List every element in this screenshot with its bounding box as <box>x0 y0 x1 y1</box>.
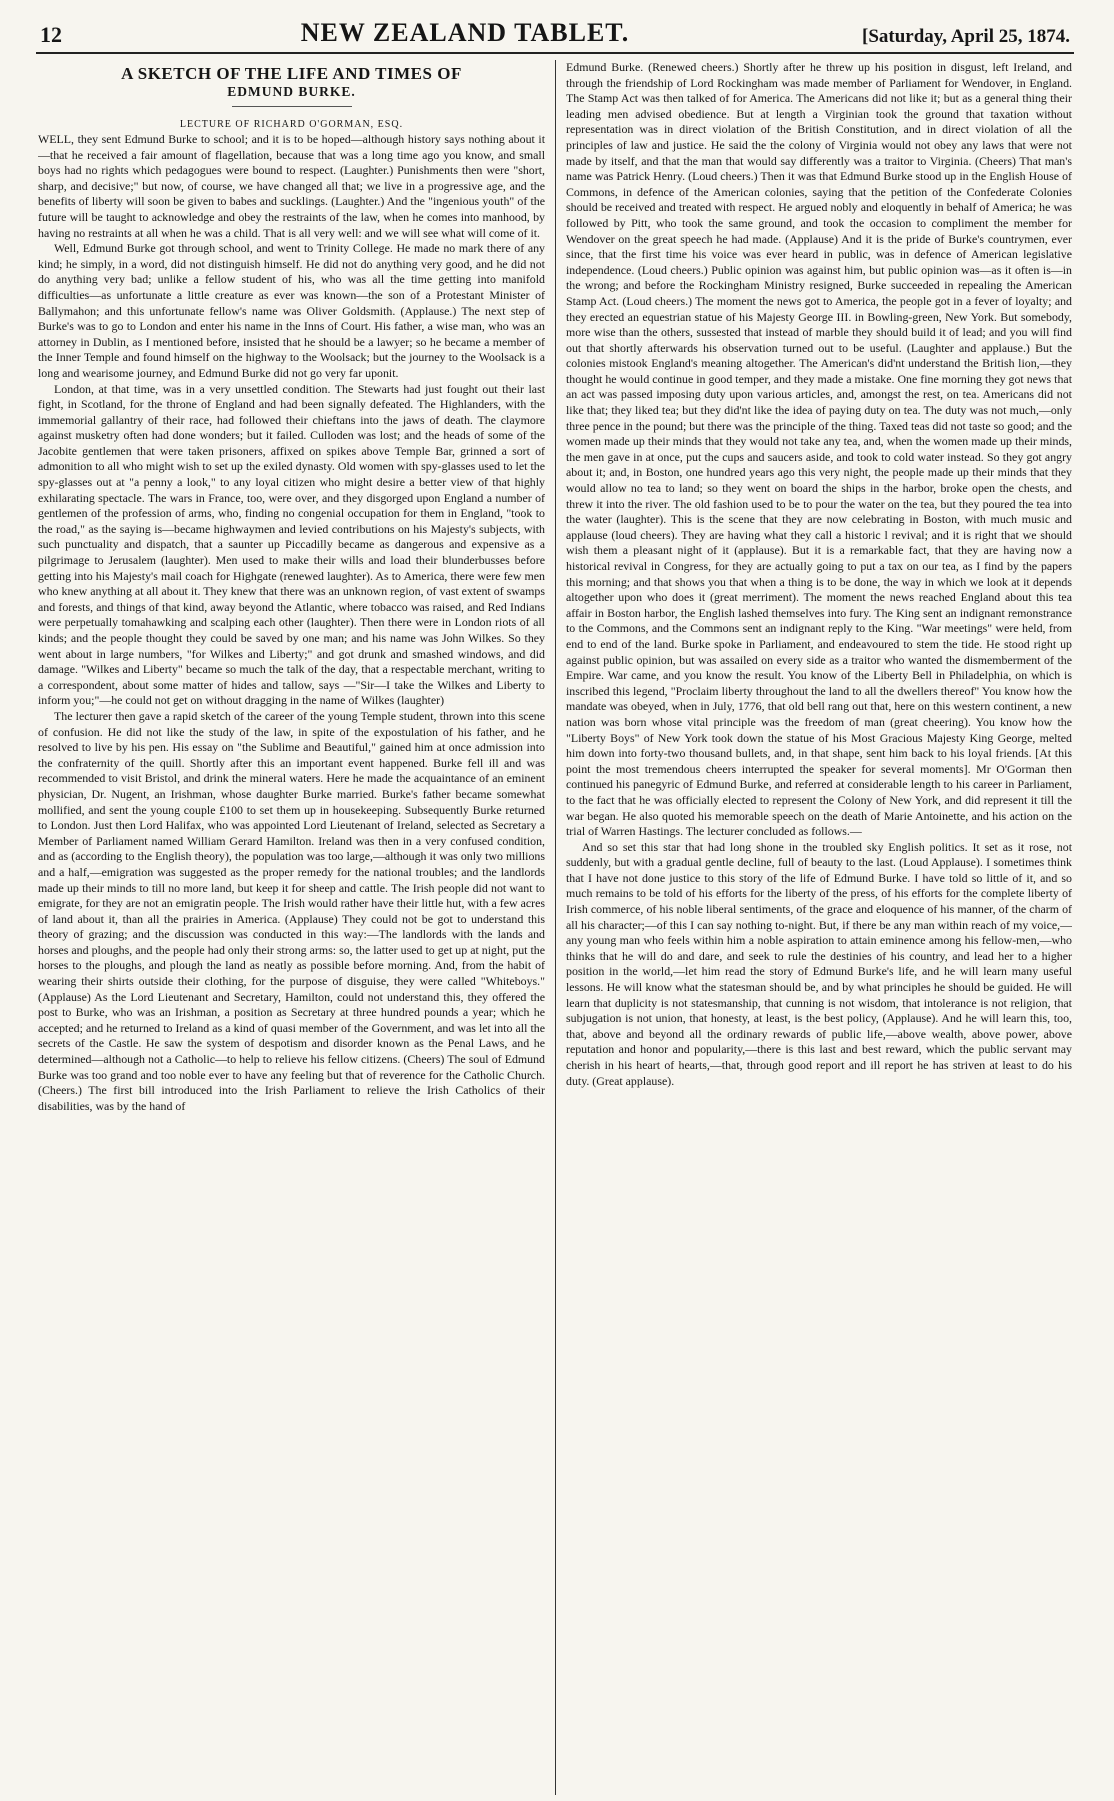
right-paragraph: Edmund Burke. (Renewed cheers.) Shortly after he threw up his position in disgust, left Ireland, and through the friendship of Lord Rockingham was made member of Parliament for Wendover, in England. The Stamp Act was then talked of for America. The Americans did not like it; but as a general thing their leading men advised obedience. But at length a Virginian took the ground that taxation without representation was in direct violation of the British Constitution, and in direct violation of all the principles of law and justice. He said the the colony of Virginia would not obey any laws that were not made by itself, and that the man that would say differently was a traitor to Virginia. (Cheers) That man's name was Patrick Henry. (Loud cheers.) Then it was that Edmund Burke stood up in the English House of Commons, in defence of the American colonies, saying that the petition of the Confederate Colonies should be received and treated with respect. He argued nobly and eloquently in behalf of America; he was followed by Pitt, who took the same ground, and took the occasion to compliment the member for Wendover on the great speech he had made. (Applause) And it is the pride of Burke's countrymen, ever since, that the first time his voice was ever heard in public, was in defence of American legislative independence. (Loud cheers.) Public opinion was against him, but public opinion was—as it often is—in the wrong; and before the Rockingham Ministry resigned, Burke succeeded in repealing the American Stamp Act. (Loud cheers.) The moment the news got to America, the people got in a fever of loyalty; and they erected an equestrian statue of his Majesty George III. in Bowling-green, New York. But somebody, more wise than the others, sussested that instead of marble they should build it of lead; and you will find out that shortly afterwards his observation turned out to be useful. (Laughter and applause.) But the colonies mistook England's meaning altogether. The American's did'nt understand the British lion,—they thought he would continue in good temper, and they made a mistake. One fine morning they got news that an act was passed imposing duty upon various articles, and, amongst the rest, on tea. Americans did not like that; they liked tea; but they did'nt like the idea of paying duty on tea. The duty was not much,—only three pence in the pound; but there was the principle of the thing. Taxed teas did not taste so good; and the women made up their minds that they would not take any tea, and, when the women made up their minds, the men gave in at once, put the cups and saucers aside, and took to cold water instead. So they got angry about it; and, in Boston, one hundred years ago this very night, the people made up their minds that they would allow no tea to land; so they went on board the ships in the harbor, broke open the chests, and threw it into the river. The old fashion used to be to pour the water on the tea, but they poured the tea into the water (laughter). This is the scene that they are now celebrating in Boston, with much music and applause (loud cheers). They are having what they call a historic l revival; and it is right that we should wish them a pleasant night of it (applause). But it is a remarkable fact, that they are having now a historical revival in Congress, for they are actually going to put a tax on our tea, as I find by the papers this morning; and that shows you that when a thing is to be done, the way in which we look at it depends altogether upon who does it (great merriment). The moment the news reached England about this tea affair in Boston harbor, the English lashed themselves into fury. The King sent an indignant remonstrance to the Commons, and the Commons sent an indignant reply to the King. "War meetings" were held, from end to end of the land. Burke spoke in Parliament, and endeavoured to stem the tide. He stood right up against public opinion, but was assailed on every side as a traitor who wanted the dismemberment of the Empire. War came, and you know the result. You know of the Liberty Bell in Philadelphia, on which is inscribed this legend, "Proclaim liberty throughout the land to all the dwellers thereof" You know how the mandate was obeyed, when in July, 1776, that old bell rang out that, here on this western continent, a new nation was born whose vital principle was the freedom of man (great cheering). You know how the "Liberty Boys" of New York took down the statue of his Most Gracious Majesty King George, melted him down into forty-two thousand bullets, and, in that shape, sent him back to his loyal friends. [At this point the most tremendous cheers interrupted the speaker for several moments]. Mr O'Gorman then continued his panegyric of Edmund Burke, and referred at considerable length to his career in Parliament, to the fact that he was officially elected to represent the Colony of New York, and did represent it till the war began. He also quoted his memorable speech on the death of Marie Antoinette, and his action on the trial of Warren Hastings. The lecturer concluded as follows.— <box>566 60 1072 839</box>
article-title: A SKETCH OF THE LIFE AND TIMES OF <box>121 64 462 83</box>
article-byline: LECTURE OF RICHARD O'GORMAN, ESQ. <box>179 119 404 130</box>
left-column <box>38 60 555 1795</box>
left-paragraph: Well, Edmund Burke got through school, and went to Trinity College. He made no mark there of any kind; he simply, in a word, did not distinguish himself. He did not do anything very good, and he did not do anything very bad; unlike a fellow student of his, who was all the time getting into manifold difficulties—as unfortunate a little creature as ever was known—the son of a Protestant Minister of Ballymahon; and this unfortunate fellow's name was Oliver Goldsmith. (Applause.) The next step of Burke's was to go to London and enter his name in the Inns of Court. His father, a wise man, who was an attorney in Dublin, as I mentioned before, insisted that he should be a lawyer; so he became a member of the Inner Temple and found himself on the highway to the Woolsack; but the journey to the Woolsack is a long and wearisome journey, and Edmund Burke did not go very far uponit. <box>38 241 545 380</box>
left-paragraph: London, at that time, was in a very unsettled condition. The Stewarts had just fought out their last fight, in Scotland, for the throne of England and had been signally defeated. The Highlanders, with the immemorial gallantry of their race, had followed their chieftans into the jaws of death. The claymore against musketry often had done wonders; but it failed. Culloden was lost; and the heads of some of the Jacobite gentlemen that were taken prisoners, affixed on spikes above Temple Bar, grinned a sort of admonition to all who might wish to set up the exiled dynasty. Old women with spy-glasses used to let the spy-glasses out at "a penny a look," to any loyal citizen who might desire a better view of that highly exhilarating spectacle. The wars in France, too, were over, and they disgorged upon England a number of gentlemen of the profession of arms, who, finding no congenial occupation for them in England, "took to the road," as the saying is—became highwaymen and levied contributions on his Majesty's subjects, with such punctuality and dispatch, that a saunter up Piccadilly became as dangerous and expensive as a pilgrimage to Jerusalem (laughter). Men used to make their wills and load their blunderbusses before getting into his Majesty's mail coach for Highgate (renewed laughter). As to America, there were few men who knew anything at all about it. They knew that there was an unknown region, of vast extent of swamps and forests, and things of that kind, away beyond the Atlantic, where tobacco was raised, and Red Indians were perpetually tomahawking and scalping each other (laughter). Then there were in London riots of all kinds; and the people thought they could be saved by one man; and his name was John Wilkes. So they went about in large numbers, "for Wilkes and Liberty;" and got drunk and smashed windows, and did damage. "Wilkes and Liberty" became so much the talk of the day, that a respectable merchant, writing to a correspondent, about some matter of hides and tallow, says —"Sir—I take the Wilkes and Liberty to inform you;"—he could not get on without dragging in the name of Wilkes (laughter) <box>38 381 545 708</box>
masthead <box>36 20 1074 54</box>
page-number: 12 <box>40 22 62 47</box>
newspaper-title: NEW ZEALAND TABLET. <box>300 18 630 47</box>
title-rule <box>232 106 352 107</box>
right-paragraph: And so set this star that had long shone in the troubled sky English politics. It set as it rose, not suddenly, but with a gradual gentle decline, full of beauty to the last. (Loud Applause). I sometimes think that I have not done justice to this story of the life of Edmund Burke. I have told so little of it, and so much remains to be told of his efforts for the liberty of the press, of his efforts for the complete liberty of Irish commerce, of his noble liberal sentiments, of the grace and eloquence of his manner, of the charm of all his character;—of this I can say nothing to-night. But, if there be any man within reach of my voice,—any young man who feels within him a noble aspiration to attain eminence among his fellow-men,—who thinks that he will do and dare, and seek to rule the destinies of his country, and lead her to a higher position in the world,—let him read the story of Edmund Burke's life, and he will learn many useful lessons. He will know what the statesman should be, and by what principles he should be guided. He will learn that duplicity is not statesmanship, that cunning is not wisdom, that intolerance is not religion, that subjugation is not union, that honesty, at least, is the best policy, (Applause). And he will learn this, too, that, above and beyond all the ordinary rewards of public life,—above wealth, above power, above reputation and honor and popularity,—there is this last and best reward, which the public servant may cherish in his heart of hearts,—that, through good report and ill report he has striven at least to do his duty. (Great applause). <box>566 839 1072 1088</box>
left-paragraph: The lecturer then gave a rapid sketch of the career of the young Temple student, thrown into this scene of confusion. He did not like the study of the law, in spite of the expostulation of his father, and he resolved to live by his pen. His essay on "the Sublime and Beautiful," gained him at once admission into the confraternity of the quill. Shortly after this an important event happened. Burke fell ill and was recommended to visit Bristol, and drink the mineral waters. Here he made the acquaintance of an eminent physician, Dr. Nugent, an Irishman, whose daughter Burke married. Burke's father became somewhat mollified, and sent the young couple £100 to set them up in housekeeping. Subsequently Burke returned to London. Just then Lord Halifax, who was appointed Lord Lieutenant of Ireland, selected as Secretary a Member of Parliament named William Gerard Hamilton. Ireland was then in a very confused condition, and as (according to the English theory), the population was too large,—although it was only two millions and a half,—emigration was suggested as the proper remedy for the national troubles; and the landlords made up their minds to till no more land, but keep it for sheep and cattle. The Irish people did not want to emigrate, for they are not an emigratin people. The Irish would rather have their little hut, with a few acres of land about it, than all the prairies in America. (Applause) They could not be got to understand this theory of grazing; and the discussion was conducted in this way:—The landlords with the lands and horses and ploughs, and the people had only their strong arms: so, the latter used to get up at night, put the horses to the ploughs, and plough the land as neatly as possible before morning. And, from the habit of wearing their shirts outside their clothing, for the purpose of disguise, they were called "Whiteboys." (Applause) As the Lord Lieutenant and Secretary, Hamilton, could not understand this, they offered the post to Burke, who was an Irishman, a position as Secretary at three hundred pounds a year; which he accepted; and he returned to Ireland as a kind of quasi member of the Government, and was let into all the secrets of the Castle. He saw the system of despotism and disorder known as the Penal Laws, and he determined—although not a Catholic—to help to relieve his fellow citizens. (Cheers) The soul of Edmund Burke was too grand and too noble ever to have any feeling but that of reverence for the Catholic Church. (Cheers.) The first bill introduced into the Irish Parliament to relieve the Irish Catholics of their disabilities, was by the hand of <box>38 708 545 1113</box>
left-paragraph: WELL, they sent Edmund Burke to school; and it is to be hoped—although history says nothing about it—that he received a fair amount of flagellation, because that was a long time ago you know, and small boys had no rights which pedagogues were bound to respect. (Laughter.) Punishments then were "short, sharp, and decisive;" but now, of course, we have changed all that; we live in a progressive age, and the benefits of liberty will soon be given to babes and sucklings. (Laughter.) And the "ingenious youth" of the future will be taught to acknowledge and obey the restraints of the law, when he comes into manhood, by having no restraints at all when he was a child. That is all very well: and we will see what will come of it. <box>38 132 545 240</box>
article-subtitle: EDMUND BURKE. <box>227 84 356 99</box>
issue-date: [Saturday, April 25, 1874. <box>862 26 1070 47</box>
article-columns <box>38 60 1072 1795</box>
right-column <box>555 60 1072 1795</box>
